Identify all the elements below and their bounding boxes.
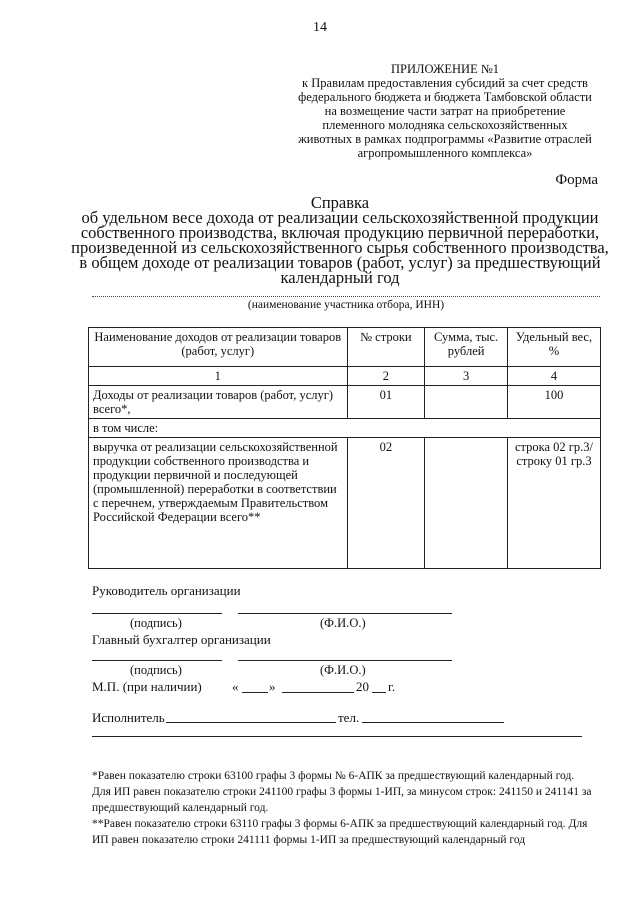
row-sum-cell[interactable]: [425, 386, 508, 419]
date-year-suffix: г.: [388, 679, 396, 694]
certificate-title: Справка: [310, 193, 370, 212]
participant-caption: (наименование участника отбора, ИНН): [247, 299, 445, 311]
column-number: 2: [347, 367, 425, 386]
appendix-line: федерального бюджета и бюджета Тамбовской области: [298, 90, 592, 104]
column-number: 4: [507, 367, 600, 386]
table-row: [89, 419, 601, 438]
form-label: Форма: [555, 172, 598, 188]
row-income-name: выручка от реализации сельскохозяйственной продукции собственного производства и продукции первичной и последующей (промышленной) переработки в соответствии с перечнем, утверждаемым Правительством Российской Федерации всего**: [89, 438, 348, 569]
header-line-number: № строки: [347, 328, 425, 367]
date-month-line[interactable]: [282, 692, 354, 693]
certificate-line: в общем доходе от реализации товаров (работ, услуг) за предшествующий: [79, 253, 601, 272]
footnotes: [92, 768, 594, 848]
certificate-line: собственного производства, включая продукцию первичной переработки,: [80, 223, 600, 242]
certificate-line: календарный год: [280, 268, 400, 287]
executor-label: Исполнитель: [92, 710, 165, 725]
fio-caption: (Ф.И.О.): [320, 616, 366, 630]
row-sum-cell[interactable]: [425, 438, 508, 569]
head-signature-line[interactable]: [92, 613, 222, 614]
appendix-line: животных в рамках подпрограммы «Развитие отраслей: [298, 132, 592, 146]
table-column-numbers-row: [89, 367, 601, 386]
certificate-line: произведенной из сельскохозяйственного сырья собственного производства,: [71, 238, 609, 257]
phone-label: тел.: [338, 710, 360, 725]
phone-line[interactable]: [362, 722, 504, 723]
column-number: 3: [425, 367, 508, 386]
date-day-line[interactable]: [242, 692, 268, 693]
accountant-fio-line[interactable]: [238, 660, 452, 661]
income-table: [88, 327, 601, 569]
participant-name-line[interactable]: [92, 296, 600, 297]
signature-caption: (подпись): [130, 663, 182, 677]
table-header-row: [89, 328, 601, 367]
row-including-label: в том числе:: [89, 419, 601, 438]
stamp-label: М.П. (при наличии): [92, 679, 202, 694]
table-row: [89, 386, 601, 419]
header-sum: Сумма, тыс. рублей: [425, 328, 508, 367]
row-weight: строка 02 гр.3/ строку 01 гр.3: [507, 438, 600, 569]
signature-caption: (подпись): [130, 616, 182, 630]
header-weight: Удельный вес, %: [507, 328, 600, 367]
appendix-line: агропромышленного комплекса»: [357, 146, 533, 160]
footnote: **Равен показателю строки 63110 графы 3 формы 6-АПК за предшествующий календарный год. Для ИП равен показателю строки 241111 формы 1-ИП за предшествующий календарный год: [92, 818, 588, 846]
row-line-number: 01: [347, 386, 425, 419]
date-open-quote: «: [232, 679, 239, 694]
row-weight: 100: [507, 386, 600, 419]
row-line-number: 02: [347, 438, 425, 569]
appendix-line: к Правилам предоставления субсидий за счет средств: [302, 76, 588, 90]
appendix-title: ПРИЛОЖЕНИЕ №1: [390, 62, 500, 76]
certificate-heading: [60, 195, 620, 285]
accountant-signature-line[interactable]: [92, 660, 222, 661]
appendix-line: племенного молодняка сельскохозяйственных: [322, 118, 568, 132]
date-year-prefix: 20: [356, 679, 369, 694]
date-close-quote: »: [269, 679, 276, 694]
separator-line: [92, 736, 582, 737]
head-label: Руководитель организации: [92, 583, 241, 598]
appendix-line: на возмещение части затрат на приобретение: [324, 104, 566, 118]
table-row: [89, 438, 601, 569]
column-number: 1: [89, 367, 348, 386]
head-fio-line[interactable]: [238, 613, 452, 614]
page-number: 14: [313, 20, 327, 35]
certificate-line: об удельном весе дохода от реализации сельскохозяйственной продукции: [81, 208, 599, 227]
header-income-name: Наименование доходов от реализации товаров (работ, услуг): [89, 328, 348, 367]
executor-name-line[interactable]: [166, 722, 336, 723]
accountant-label: Главный бухгалтер организации: [92, 632, 271, 647]
date-year-line[interactable]: [372, 692, 386, 693]
footnote: *Равен показателю строки 63100 графы 3 формы № 6-АПК за предшествующий календарный год. Для ИП равен показателю строки 241100 графы 3 формы 1-ИП, за минусом строк: 241150 и 241141 за предшествующий календарный год.: [92, 770, 592, 814]
appendix-block: [280, 62, 610, 160]
fio-caption: (Ф.И.О.): [320, 663, 366, 677]
row-income-name: Доходы от реализации товаров (работ, услуг) всего*,: [89, 386, 348, 419]
